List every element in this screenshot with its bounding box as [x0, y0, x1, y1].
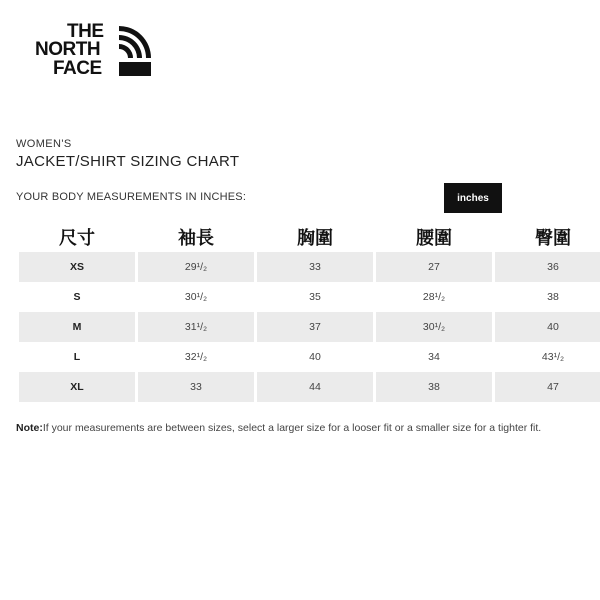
header-chest: 胸圍 [297, 228, 333, 248]
cell-sleeve: 30¹/₂ [138, 282, 254, 312]
unit-toggle-button[interactable]: inches [444, 183, 502, 213]
cell-size: M [19, 312, 135, 342]
brand-logo [35, 22, 155, 80]
measurements-label: YOUR BODY MEASUREMENTS IN INCHES: [16, 191, 247, 203]
header-sleeve-length: 袖長 [178, 228, 214, 248]
cell-sleeve: 31¹/₂ [138, 312, 254, 342]
cell-hip: 47 [495, 372, 600, 402]
cell-waist: 38 [376, 372, 492, 402]
page-title: JACKET/SHIRT SIZING CHART [16, 153, 240, 170]
cell-sleeve: 32¹/₂ [138, 342, 254, 372]
cell-hip: 40 [495, 312, 600, 342]
table-row [19, 282, 600, 312]
half-dome-logo-icon [117, 24, 153, 78]
table-row [19, 312, 600, 342]
header-waist: 腰圍 [416, 228, 452, 248]
cell-sleeve: 33 [138, 372, 254, 402]
cell-size: XL [19, 372, 135, 402]
header-hip: 臀圍 [535, 228, 571, 248]
logo-text-line3: FACE [53, 58, 102, 79]
cell-sleeve: 29¹/₂ [138, 252, 254, 282]
table-header-row [19, 222, 600, 252]
logo-text-line2: NORTH [35, 39, 101, 60]
cell-chest: 40 [257, 342, 373, 372]
cell-size: S [19, 282, 135, 312]
cell-hip: 43¹/₂ [495, 342, 600, 372]
cell-size: XS [19, 252, 135, 282]
cell-size: L [19, 342, 135, 372]
sizing-table [16, 222, 600, 402]
cell-waist: 27 [376, 252, 492, 282]
fit-note [16, 420, 576, 437]
cell-chest: 33 [257, 252, 373, 282]
cell-chest: 35 [257, 282, 373, 312]
table-row [19, 372, 600, 402]
category-subtitle: WOMEN'S [16, 138, 72, 150]
table-row [19, 252, 600, 282]
cell-chest: 37 [257, 312, 373, 342]
header-size: 尺寸 [59, 228, 95, 248]
logo-text-line1: THE [67, 21, 104, 42]
cell-hip: 36 [495, 252, 600, 282]
note-label: Note: [16, 422, 43, 434]
table-row [19, 342, 600, 372]
cell-hip: 38 [495, 282, 600, 312]
cell-chest: 44 [257, 372, 373, 402]
cell-waist: 34 [376, 342, 492, 372]
cell-waist: 28¹/₂ [376, 282, 492, 312]
note-text: If your measurements are between sizes, select a larger size for a looser fit or a smaller size for a tighter fit. [42, 422, 542, 434]
cell-waist: 30¹/₂ [376, 312, 492, 342]
